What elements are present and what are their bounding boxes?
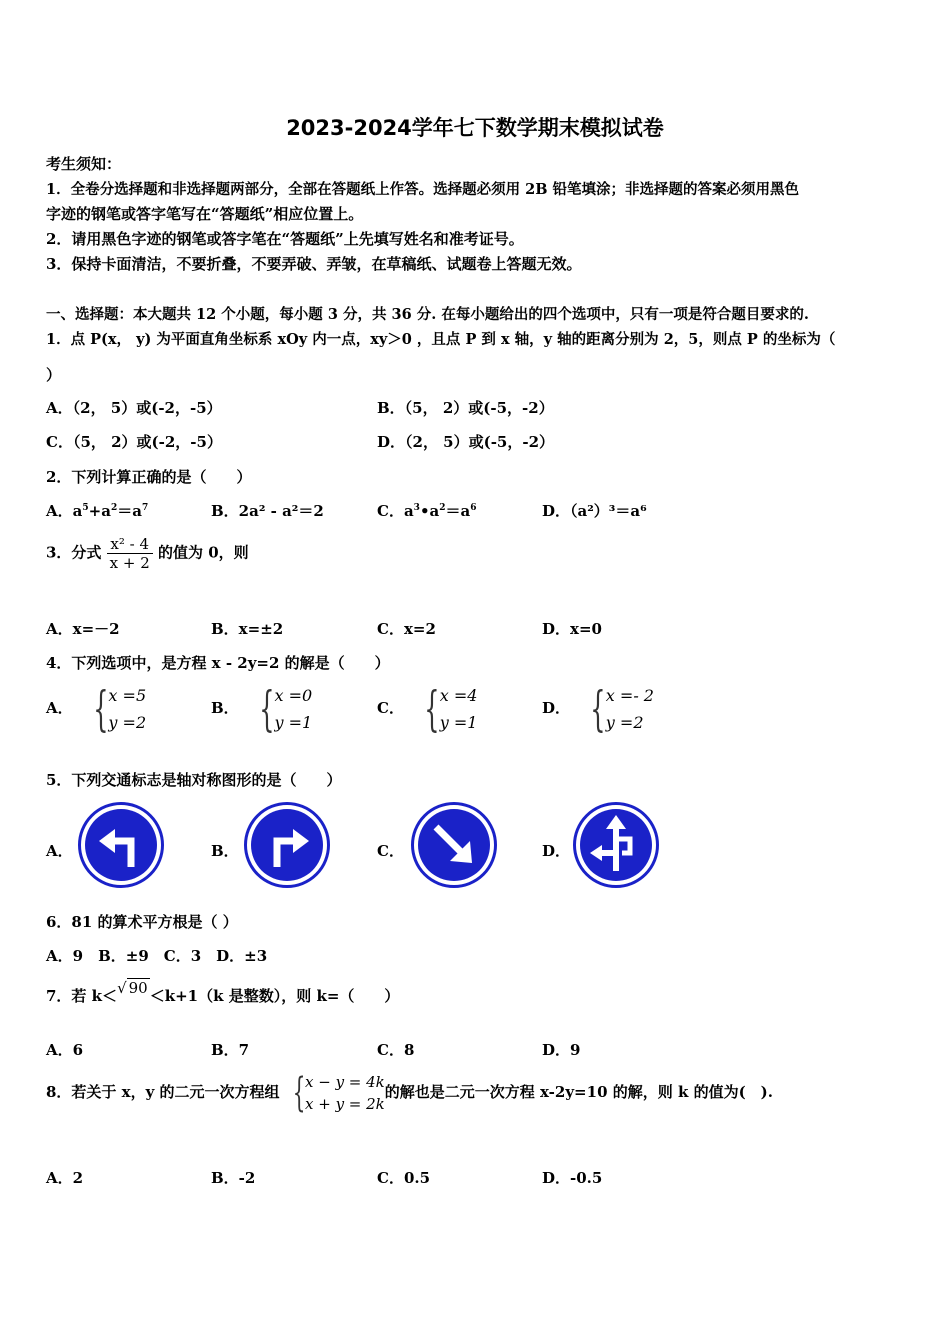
notice-line-1a: 1．全卷分选择题和非选择题两部分，全部在答题纸上作答。选择题必须用 2B 铅笔填涂；非选择题的答案必须用黑色 [46,181,800,198]
q4-option-a [46,682,146,736]
q2-option-d: D．（a²）³＝a⁶ [542,502,647,520]
q3-stem [46,535,249,572]
q3-option-b: B．x=±2 [211,620,284,638]
q4-d-eq1: x =- 2 [605,686,654,705]
q2-option-c: C．$a^3•a^2=a^6$ [377,502,477,520]
q1-option-c: C．（5， 2）或(-2，-5） [46,433,222,451]
q1-stem: 1．点 P(x， y) 为平面直角坐标系 xOy 内一点，xy＞0 ，且点 P 到 x 轴，y 轴的距离分别为 2，5，则点 P 的坐标为（ [46,331,836,348]
q2-stem: 2．下列计算正确的是（ ） [46,468,252,486]
q3-stem-prefix: 3．分式 [46,543,102,562]
q3-option-a: A．x=－2 [46,620,120,638]
q6-options: A．9 B．±9 C．3 D．±3 [46,947,268,965]
q4-a-eq2: y =2 [108,713,147,732]
q8-option-a: A．2 [46,1169,84,1187]
q4-d-eq2: y =2 [605,713,644,732]
notice-line-1b: 字迹的钢笔或答字笔写在“答题纸”相应位置上。 [46,205,364,223]
q8-stem-suffix: 的解也是二元一次方程 x-2y=10 的解，则 k 的值为( ). [384,1083,773,1101]
q2-option-a-label: A． [46,502,73,520]
q4-stem: 4．下列选项中，是方程 x - 2y=2 的解是（ ） [46,654,390,672]
q4-b-eq1: x =0 [274,686,313,705]
q5-option-b-label: B． [211,842,239,860]
q1-option-b: B．（5， 2）或(-5，-2） [377,399,554,417]
q7-stem-suffix: ＜k+1（k 是整数），则 k=（ ） [149,987,400,1005]
brace-icon: { [424,681,440,737]
q7-radicand: 90 [128,979,148,997]
q3-option-d: D．x=0 [542,620,602,638]
q2-option-b: B．2a² - a²＝2 [211,502,324,520]
q3-fraction [107,535,153,572]
q8-option-d: D．-0.5 [542,1169,603,1187]
q4-option-b-label: B． [211,699,239,717]
q1-stem-end: ） [46,366,62,384]
turn-left-sign-icon [78,802,164,888]
q7-option-c: C．8 [377,1041,415,1059]
q7-option-d: D．9 [542,1041,581,1059]
q5-stem: 5．下列交通标志是轴对称图形的是（ ） [46,771,342,789]
page-title: 2023-2024学年七下数学期末模拟试卷 [286,116,664,140]
q4-c-eq2: y =1 [439,713,478,732]
q4-option-c-label: C． [377,699,404,717]
brace-icon: { [259,681,275,737]
q6-stem: 6．81 的算术平方根是（ ） [46,913,238,931]
q3-fraction-denominator: x + 2 [107,553,153,572]
q7-option-a: A．6 [46,1041,84,1059]
section-heading: 一、选择题：本大题共 12 个小题，每小题 3 分，共 36 分. 在每小题给出的四个选项中，只有一项是符合题目要求的. [46,306,809,323]
notice-line-3: 3．保持卡面清洁，不要折叠，不要弄破、弄皱，在草稿纸、试题卷上答题无效。 [46,255,582,273]
q8-option-b: B．-2 [211,1169,256,1187]
q2-option-a: A．$a^5+a^2=a^7$ [46,502,149,520]
q7-stem [46,979,400,1006]
brace-icon: { [93,681,109,737]
q4-option-d-label: D． [542,699,571,717]
notice-line-2: 2．请用黑色字迹的钢笔或答字笔在“答题纸”上先填写姓名和准考证号。 [46,230,524,248]
q5-option-c-label: C． [377,842,404,860]
q8-stem [46,1071,773,1115]
straight-or-turn-sign-icon [573,802,659,888]
q4-option-c [377,682,477,736]
q4-a-eq1: x =5 [108,686,147,705]
brace-icon: { [292,1070,305,1116]
q4-option-a-label: A． [46,699,73,717]
q8-stem-prefix: 8．若关于 x，y 的二元一次方程组 [46,1083,280,1101]
q7-option-b: B．7 [211,1041,250,1059]
q8-option-c: C．0.5 [377,1169,431,1187]
q8-eq2: x + y = 2k [305,1095,385,1113]
q1-option-a: A．（2， 5）或(-2，-5） [46,399,222,417]
q4-b-eq2: y =1 [274,713,313,732]
brace-icon: { [590,681,606,737]
q1-option-d: D．（2， 5）或(-5，-2） [377,433,555,451]
square-root: √ 90 [117,979,148,997]
q3-stem-suffix: 的值为 0，则 [158,543,249,562]
q4-option-b [211,682,312,736]
turn-right-sign-icon [244,802,330,888]
q3-option-c: C．x=2 [377,620,436,638]
q5-option-d-label: D． [542,842,571,860]
q3-fraction-numerator: x² - 4 [110,535,150,553]
q4-option-d [542,682,654,736]
q5-option-a-label: A． [46,842,73,860]
q4-c-eq1: x =4 [439,686,478,705]
q8-eq1: x − y = 4k [305,1073,385,1091]
q7-stem-prefix: 7．若 k＜ [46,987,118,1005]
notice-heading: 考生须知： [46,155,122,173]
diagonal-arrow-sign-icon [411,802,497,888]
